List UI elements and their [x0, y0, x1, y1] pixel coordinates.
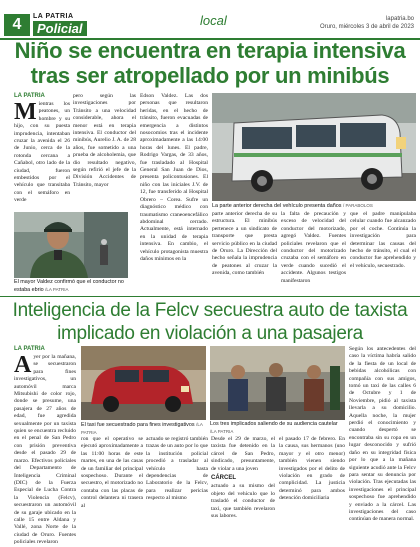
story2-column-carcel: [211, 436, 275, 524]
story1-photo-officer-caption: [14, 279, 128, 294]
dateline-site: lapatria.bo: [385, 16, 414, 22]
story2-photo-taxi-credit: /LA PATRIA: [81, 422, 203, 435]
dateline: [320, 15, 414, 31]
section-label: local: [200, 13, 227, 28]
story2-photo-implicated: [210, 346, 345, 420]
story1-photo-vehicle-caption-text: La parte anterior derecha del vehículo presenta daños: [212, 203, 342, 209]
story1-kicker: LA PATRIA: [14, 93, 45, 99]
story1-column-6: que el padre manipulaba celular cuando fue alcanzado por el coche. Continúa la investigación para determinar las causas del hecho de tránsito, el cual el conductor fue aprehendido y el vehículo, secuestrado.: [350, 211, 416, 269]
story2-column-5: Según los antecedentes del caso la víctima habría salido de la fiesta de un local de bebidas alcohólicas con compañía con sus amigos, tomó un taxi de las calles 6 de Octubre y 1 de Noviembre, pidió al taxista llevarla a su domicilio. Aquella noche, la mujer perdió el conocimiento y cuando despertó se encontraba sin su ropa en un lugar desconocido y sufrió daño en su integridad física por lo que a la mañana siguiente acudió ante la Felcv para sentar su denuncia por violación. Tras ejecutadas las investigaciones el principal sospechoso fue aprehendido y enviado a la cárcel. Las investigaciones del caso continúan de manera normal.: [349, 346, 416, 523]
story1-photo-vehicle-caption: [212, 202, 416, 210]
story1-column-4: parte anterior derecha de su estructura. El minibús pertenece a un sindicato de transporte que presta servicio público en la ciudad de Oruro. La Dirección del hecho señala la imprudencia de peatones al cruzar la avenida, como también: [212, 211, 277, 277]
story1-photo-officer: [14, 212, 128, 278]
story2-column-6: actuado a su mismo del objeto del vehículo que lo trasladó el conductor de taxi, que también revelaron sus labores.: [211, 483, 275, 520]
story1-headline: Niño se encuentra en terapia intensiva tras ser atropellado por un minibús: [14, 38, 406, 88]
story2-photo-taxi: [81, 346, 206, 420]
story2-photo-implicated-caption: [210, 421, 345, 436]
story1-photo-officer-caption-text: El mayor Valdez confirmó que el conductor no estaba ebrio: [14, 279, 124, 293]
dateline-date: Oruro, miércoles 3 de abril de 2023: [319, 24, 414, 30]
story2-column-2: ron que el operativo se ejecutó aproximadamente a las 11:00 horas de este martes, en una de las casas de un familiar del principal sospechoso. Durante el secuestro, el motorizado no contaba con las placas de control delantera ni trasera al: [81, 436, 143, 509]
story1-column-5: la falta de precaución y exceso de velocidad del conductor del motorizado, agregó Valdez. Fuentes policiales revelaron que el conductor del motorizado cruzaba con el semáforo en verde cuando sucedió el accidente. Algunos testigos manifestaron: [281, 211, 346, 284]
story1-dropcap: M: [14, 99, 37, 125]
story2-photo-implicated-caption-text: Los tres implicados saliendo de su audiencia cautelar: [210, 421, 338, 427]
story1-photo-officer-credit: /LA PATRIA: [45, 287, 69, 292]
story-divider: [0, 296, 420, 297]
story1-column-3: Edson Valdez. Las dos personas que resultaron heridas, en el hecho de tránsito, fueron evacuadas de emergencia a distintos nosocomios tras el incidente aproximadamente a las 14:00 horas del lunes. El padre, Rodrigo Vargas, de 33 años, fue trasladado al Hospital General San Juan de Dios, presenta policontusiones. El niño con las iniciales J.V. de 12, fue transferido al Hospital Obrero – Corea. Sufre un diagnóstico médico con traumatismo craneoencefálico abdominal cerrado. Actualmente, está internado en la unidad de terapia intensiva. En cambio, el vehículo protagonista muestra daños mínimos en la: [140, 93, 208, 262]
story2-dropcap: A: [14, 352, 32, 378]
story2-kicker: LA PATRIA: [14, 346, 45, 352]
page-number: 4: [4, 14, 30, 36]
story1-photo-vehicle: [212, 93, 416, 201]
brand-section: Policial: [33, 21, 87, 36]
story2-column-4: el pasado 17 de febrero. En la causa, sus hermanos (uno mayor y el otro menor) también vienen siendo investigados por el delito de violación en grado de complicidad. La justicia determinó para ambos detención domiciliaria: [279, 436, 345, 502]
story2-carcel-text: Desde el 29 de marzo, el taxista fue detenido en la cárcel de San Pedro, sindicado, presuntamente, de violar a una joven: [211, 436, 275, 472]
brand-name: LA PATRIA: [33, 13, 74, 20]
story1-photo-vehicle-credit: / PARABOLOS: [342, 203, 373, 208]
story2-photo-taxi-caption: [81, 421, 206, 437]
story2-photo-implicated-credit: /LA PATRIA: [210, 429, 234, 434]
story2-column-1: [14, 352, 76, 546]
story1-column-2: pero según las investigaciones por Tránsito a una velocidad considerable, ahora el menor está en terapia intensiva. El conductor del minibús, Aurelio J. A. de 28 años, fue sometido a una prueba de alcoholemia, que dio resultado negativo, según refirió el jefe de la División Accidentes de Tránsito, mayor: [73, 93, 136, 188]
newspaper-brand: [33, 13, 161, 37]
story1-col1-text: ientras los peatones, un hombre y su hijo, con su puesta imprudencia, intentaban cruzar la avenida el 26 de Junio, cerca de la rotonda cercana a Cañabol, otro lado de la ciudad, fueron embestidos por el vehículo que transitaba con el semáforo en verde: [14, 101, 70, 204]
story2-headline: Inteligencia de la Felcv secuestra auto de taxista implicado en violación a una pasajera: [12, 300, 408, 344]
story2-carcel-title: CÁRCEL: [211, 475, 236, 482]
story2-col1-text: yer por la mañana, se secuestraron para fines investigativos, un automóvil marca Mitsubishi de color rojo, donde se presume, una pasajera de 27 años de edad, fue agredida sexualmente por un taxista quien se encuentra recluido en el penal de San Pedro con prisión preventiva desde el pasado 29 de marzo. Efectivos policiales del Departamento de Inteligencia Criminal (DIC) de la Fuerza Especial de Lucha Contra la Violencia (Felcv), secuestraron un automóvil de su garaje ubicado en la calle 15 entre Aldana y Vallé, zona Norte de la ciudad de Oruro. Fuentes policiales revelaron: [14, 354, 76, 546]
story2-photo-taxi-caption-text: El taxi fue secuestrado para fines investigativos: [81, 422, 195, 428]
story2-column-3: actuado se registró también trazas de un auto por lo que la institución policial procedió a trasladar al vehículo hasta dependencias de Laboratorio de la Felcv, para realizar pericias respecto al mismo: [146, 436, 208, 502]
